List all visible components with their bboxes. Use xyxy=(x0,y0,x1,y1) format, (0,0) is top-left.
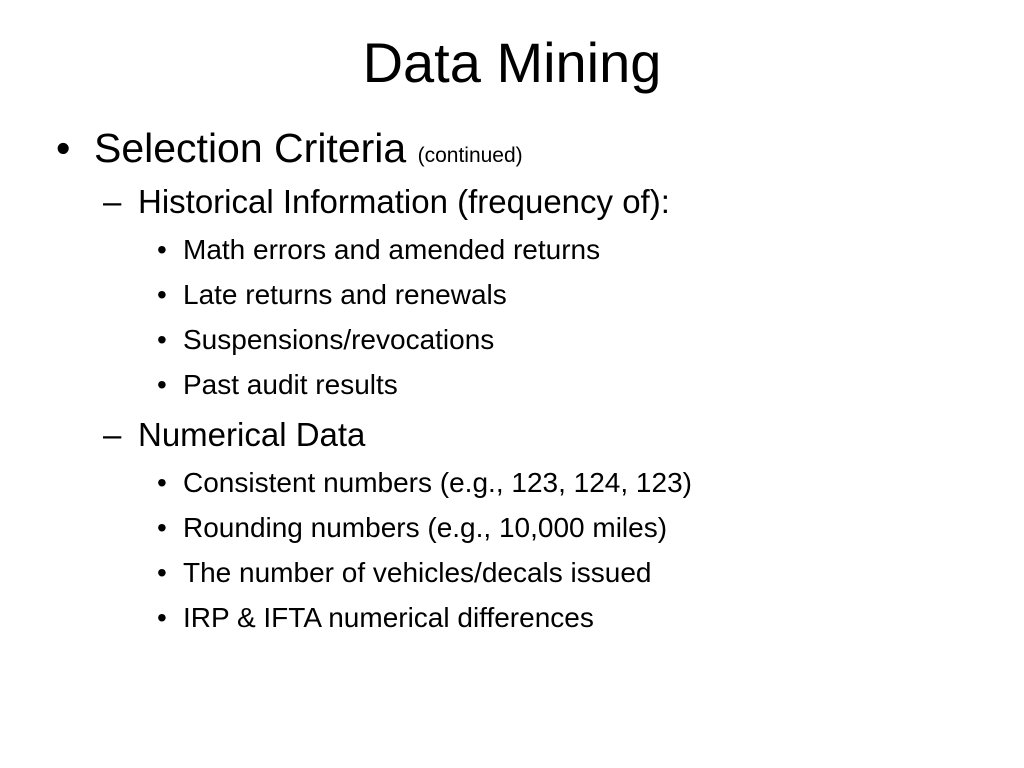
list-item xyxy=(157,510,667,546)
list-item xyxy=(157,367,398,403)
dash-icon: – xyxy=(103,183,122,220)
subheading-text: Numerical Data xyxy=(138,416,366,453)
list-item-text: IRP & IFTA numerical differences xyxy=(183,602,594,633)
bullet-icon: • xyxy=(157,512,167,543)
list-item-text: Suspensions/revocations xyxy=(183,324,495,355)
bullet-icon: • xyxy=(56,125,71,171)
list-item-text: Late returns and renewals xyxy=(183,279,507,310)
list-item xyxy=(157,277,507,313)
list-item xyxy=(157,600,594,636)
list-item-text: Math errors and amended returns xyxy=(183,234,601,265)
continued-note: (continued) xyxy=(417,144,523,167)
bullet-icon: • xyxy=(157,279,167,310)
bullet-selection-criteria xyxy=(56,123,523,181)
list-item-text: Rounding numbers (e.g., 10,000 miles) xyxy=(183,512,668,543)
bullet-icon: • xyxy=(157,557,167,588)
slide-title: Data Mining xyxy=(362,31,662,94)
subheading-historical-information xyxy=(103,181,670,223)
list-item-text: Consistent numbers (e.g., 123, 124, 123) xyxy=(183,467,692,498)
list-item xyxy=(157,232,600,268)
bullet-icon: • xyxy=(157,324,167,355)
bullet-icon: • xyxy=(157,602,167,633)
list-item-text: Past audit results xyxy=(183,369,398,400)
list-item xyxy=(157,322,494,358)
list-item-text: The number of vehicles/decals issued xyxy=(183,557,652,588)
subheading-text: Historical Information (frequency of): xyxy=(138,183,670,220)
list-item xyxy=(157,555,651,591)
dash-icon: – xyxy=(103,416,122,453)
bullet-icon: • xyxy=(157,467,167,498)
bullet-icon: • xyxy=(157,369,167,400)
subheading-numerical-data xyxy=(103,414,365,456)
bullet-icon: • xyxy=(157,234,167,265)
bullet-text: Selection Criteria xyxy=(94,125,407,171)
list-item xyxy=(157,465,692,501)
